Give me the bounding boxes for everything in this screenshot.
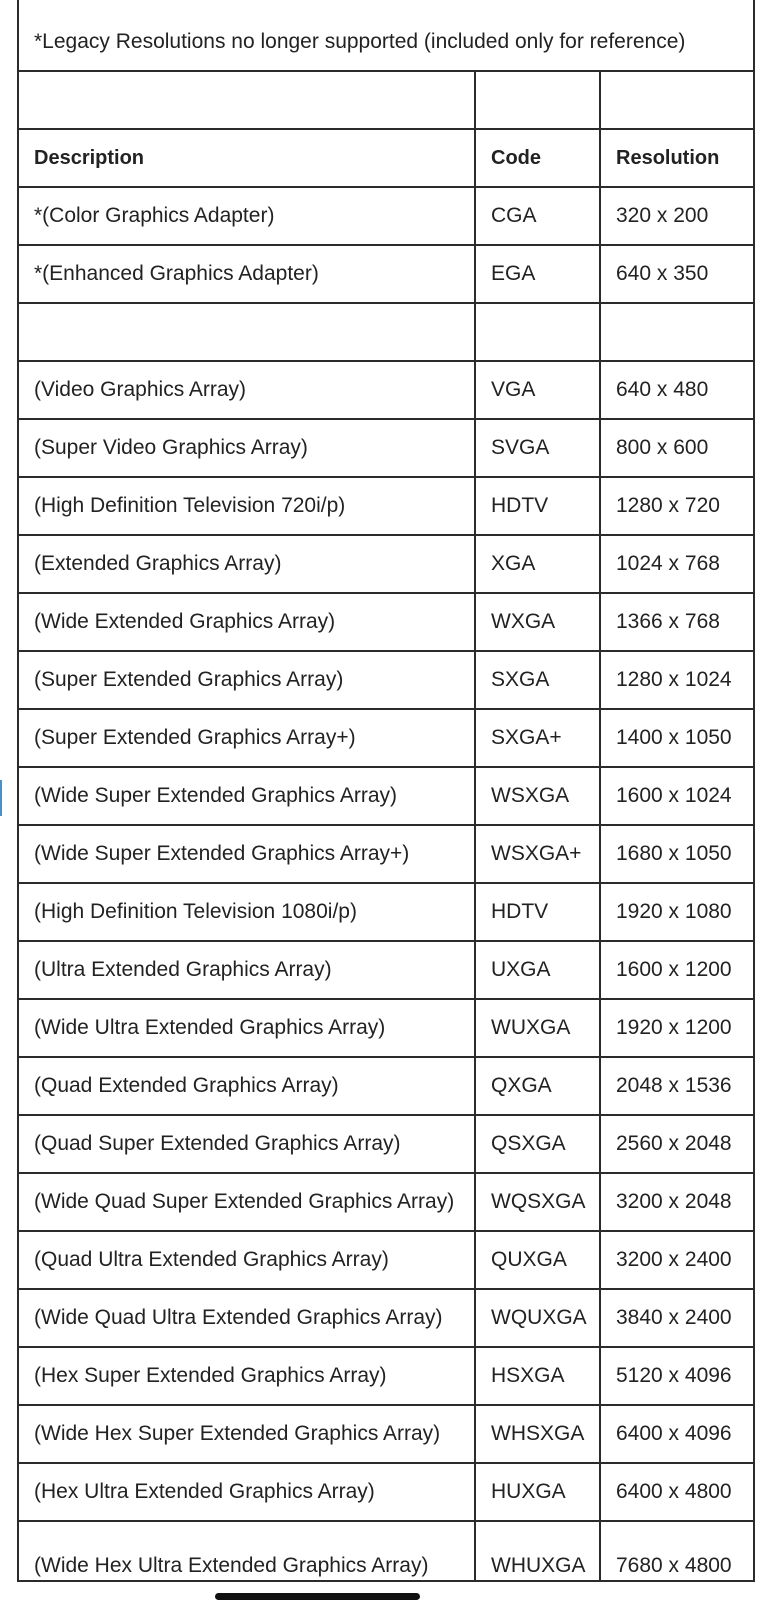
code-cell: HUXGA (475, 1463, 600, 1521)
scroll-edge-indicator (0, 780, 2, 816)
table-row (18, 883, 754, 941)
description-cell: *(Color Graphics Adapter) (18, 187, 475, 245)
table-row (18, 1521, 754, 1581)
description-cell: (Quad Ultra Extended Graphics Array) (18, 1231, 475, 1289)
resolution-cell: 1920 x 1080 (600, 883, 754, 941)
code-cell: EGA (475, 245, 600, 303)
table-row (18, 1463, 754, 1521)
table-row (18, 651, 754, 709)
code-cell: VGA (475, 361, 600, 419)
resolution-cell: 2560 x 2048 (600, 1115, 754, 1173)
description-cell: (Wide Hex Ultra Extended Graphics Array) (18, 1521, 475, 1581)
table-row (18, 999, 754, 1057)
resolution-cell: 5120 x 4096 (600, 1347, 754, 1405)
resolution-cell: 1024 x 768 (600, 535, 754, 593)
description-cell: (Ultra Extended Graphics Array) (18, 941, 475, 999)
resolution-cell: 1600 x 1024 (600, 767, 754, 825)
resolution-cell: 1920 x 1200 (600, 999, 754, 1057)
table-row (18, 535, 754, 593)
description-cell: (Wide Quad Super Extended Graphics Array) (18, 1173, 475, 1231)
code-cell: WQUXGA (475, 1289, 600, 1347)
code-cell: QXGA (475, 1057, 600, 1115)
code-cell: WXGA (475, 593, 600, 651)
code-cell: SXGA+ (475, 709, 600, 767)
code-cell: WQSXGA (475, 1173, 600, 1231)
resolution-cell: 1680 x 1050 (600, 825, 754, 883)
table-row (18, 767, 754, 825)
empty-cell (475, 71, 600, 129)
table-row (18, 1289, 754, 1347)
resolution-cell: 640 x 480 (600, 361, 754, 419)
code-cell: QSXGA (475, 1115, 600, 1173)
resolution-cell: 6400 x 4800 (600, 1463, 754, 1521)
resolution-cell: 1600 x 1200 (600, 941, 754, 999)
table-row (18, 361, 754, 419)
description-cell: (Super Extended Graphics Array+) (18, 709, 475, 767)
code-cell: WHUXGA (475, 1521, 600, 1581)
description-cell: (Wide Quad Ultra Extended Graphics Array) (18, 1289, 475, 1347)
code-cell: SVGA (475, 419, 600, 477)
description-cell: (Extended Graphics Array) (18, 535, 475, 593)
resolution-cell: 3200 x 2048 (600, 1173, 754, 1231)
header-description: Description (18, 129, 475, 187)
table-row (18, 941, 754, 999)
resolution-cell: 1280 x 720 (600, 477, 754, 535)
description-cell: (Wide Hex Super Extended Graphics Array) (18, 1405, 475, 1463)
code-cell: XGA (475, 535, 600, 593)
description-cell: (Hex Super Extended Graphics Array) (18, 1347, 475, 1405)
resolutions-table (17, 0, 755, 1582)
blank-row (18, 71, 754, 129)
description-cell: *(Enhanced Graphics Adapter) (18, 245, 475, 303)
table-row (18, 1405, 754, 1463)
description-cell: (Video Graphics Array) (18, 361, 475, 419)
header-code: Code (475, 129, 600, 187)
resolution-cell: 1400 x 1050 (600, 709, 754, 767)
table-row (18, 419, 754, 477)
description-cell: (Wide Super Extended Graphics Array) (18, 767, 475, 825)
resolution-cell: 6400 x 4096 (600, 1405, 754, 1463)
table-row (18, 1347, 754, 1405)
resolution-cell: 3200 x 2400 (600, 1231, 754, 1289)
resolution-cell: 800 x 600 (600, 419, 754, 477)
header-resolution: Resolution (600, 129, 754, 187)
empty-cell (600, 71, 754, 129)
table-row (18, 1173, 754, 1231)
resolution-cell: 640 x 350 (600, 245, 754, 303)
code-cell: WSXGA (475, 767, 600, 825)
resolution-cell: 1366 x 768 (600, 593, 754, 651)
code-cell: WSXGA+ (475, 825, 600, 883)
legacy-note-row (18, 0, 754, 71)
home-indicator-bar[interactable] (215, 1593, 420, 1600)
description-cell: (Hex Ultra Extended Graphics Array) (18, 1463, 475, 1521)
legacy-note: *Legacy Resolutions no longer supported (included only for reference) (18, 0, 754, 71)
description-cell: (High Definition Television 1080i/p) (18, 883, 475, 941)
description-cell: (Quad Extended Graphics Array) (18, 1057, 475, 1115)
description-cell: (Wide Extended Graphics Array) (18, 593, 475, 651)
empty-cell (18, 303, 475, 361)
empty-cell (18, 71, 475, 129)
code-cell: QUXGA (475, 1231, 600, 1289)
description-cell: (Wide Super Extended Graphics Array+) (18, 825, 475, 883)
code-cell: HSXGA (475, 1347, 600, 1405)
code-cell: HDTV (475, 883, 600, 941)
resolution-cell: 1280 x 1024 (600, 651, 754, 709)
empty-cell (600, 303, 754, 361)
description-cell: (Super Video Graphics Array) (18, 419, 475, 477)
table-row (18, 1057, 754, 1115)
empty-cell (475, 303, 600, 361)
description-cell: (Super Extended Graphics Array) (18, 651, 475, 709)
description-cell: (Wide Ultra Extended Graphics Array) (18, 999, 475, 1057)
code-cell: CGA (475, 187, 600, 245)
resolution-cell: 320 x 200 (600, 187, 754, 245)
code-cell: UXGA (475, 941, 600, 999)
blank-row (18, 303, 754, 361)
description-cell: (High Definition Television 720i/p) (18, 477, 475, 535)
resolution-cell: 3840 x 2400 (600, 1289, 754, 1347)
resolution-cell: 7680 x 4800 (600, 1521, 754, 1581)
table-row (18, 1231, 754, 1289)
table-row (18, 709, 754, 767)
resolution-cell: 2048 x 1536 (600, 1057, 754, 1115)
table-row (18, 245, 754, 303)
table-header-row (18, 129, 754, 187)
table-row (18, 1115, 754, 1173)
code-cell: HDTV (475, 477, 600, 535)
table-row (18, 187, 754, 245)
table-row (18, 477, 754, 535)
code-cell: SXGA (475, 651, 600, 709)
code-cell: WUXGA (475, 999, 600, 1057)
code-cell: WHSXGA (475, 1405, 600, 1463)
table-row (18, 593, 754, 651)
description-cell: (Quad Super Extended Graphics Array) (18, 1115, 475, 1173)
table-row (18, 825, 754, 883)
